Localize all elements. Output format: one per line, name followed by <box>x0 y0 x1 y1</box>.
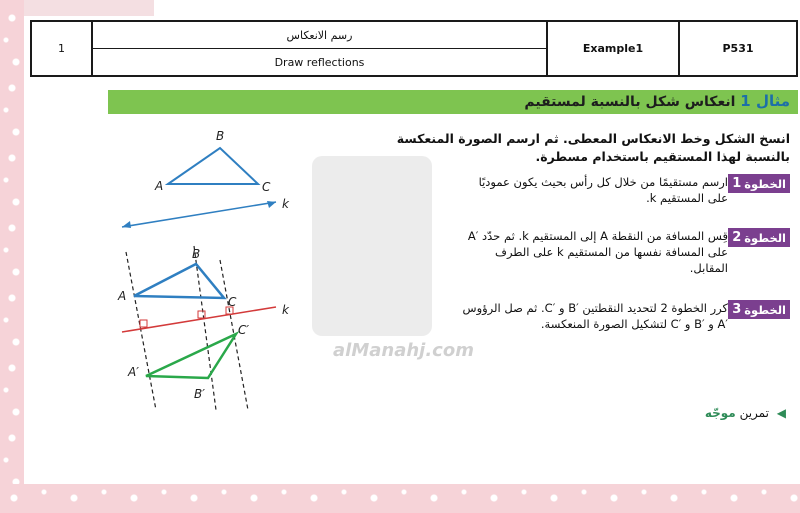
label-c-prime: C′ <box>238 323 250 337</box>
step-3-number: 3 <box>732 302 742 317</box>
step-1-tag <box>728 174 790 193</box>
step-2-tag-label: الخطوة <box>744 230 786 245</box>
step-1-text: ارسم مستقيمًا من خلال كل رأس بحيث يكون عموديًا على المستقيم k. <box>478 175 728 205</box>
decorative-side-strip <box>0 0 24 513</box>
triangle-abc <box>134 264 224 298</box>
step-3 <box>350 300 790 356</box>
decorative-top-strip <box>24 0 154 16</box>
triangle-image <box>146 334 236 378</box>
header-title-english: Draw reflections <box>274 55 365 69</box>
instruction-text: انسخ الشكل وخط الانعكاس المعطى. ثم ارسم الصورة المنعكسة بالنسبة لهذا المستقيم باستخدام مسطرة. <box>396 131 790 164</box>
label-b: B <box>192 247 201 261</box>
watermark-text: alManahj.com <box>333 340 474 361</box>
example-label: مثال 1 <box>740 92 790 110</box>
step-2 <box>350 228 790 284</box>
right-angle-marker-a <box>140 320 147 327</box>
perpendicular-through-b <box>194 246 216 410</box>
line-k-top <box>122 202 276 227</box>
header-page: P531 <box>722 42 754 55</box>
line-k-top-arrow-right-icon <box>267 201 276 208</box>
label-a-top: A <box>155 179 164 193</box>
step-2-text: قِس المسافة من النقطة A إلى المستقيم k. ثم حدّد ′A على المسافة نفسها من المستقيم k على الطرف المقابل. <box>467 229 728 275</box>
header-title-arabic: رسم الانعكاس <box>93 22 546 49</box>
step-2-number: 2 <box>732 230 742 245</box>
guided-label-2: موجّه <box>704 406 736 420</box>
step-1-tag-label: الخطوة <box>744 176 786 191</box>
example-title: انعكاس شكل بالنسبة لمستقيم <box>524 94 736 110</box>
textbook-excerpt <box>108 90 798 426</box>
label-a: A <box>118 289 127 303</box>
guided-practice <box>705 406 786 420</box>
label-c: C <box>228 295 237 309</box>
triangle-abc-top <box>168 148 258 184</box>
example-banner-text <box>524 92 790 110</box>
header-title-cell <box>93 22 548 75</box>
label-b-top: B <box>216 129 225 143</box>
step-1-number: 1 <box>732 176 742 191</box>
header-number: 1 <box>32 22 93 75</box>
reflection-figure <box>108 120 308 420</box>
step-3-text: كرر الخطوة 2 لتحديد النقطتين ′B و ′C. ثم صل الرؤوس ′A و ′B و ′C لتشكيل الصورة المنعكسة. <box>462 301 728 331</box>
label-b-prime: B′ <box>194 387 205 401</box>
label-k-top: k <box>282 197 289 211</box>
label-k: k <box>282 303 289 317</box>
label-c-top: C <box>262 180 271 194</box>
line-k-top-arrow-left-icon <box>122 221 131 228</box>
step-1 <box>350 174 790 214</box>
guided-arrow-icon: ◀ <box>776 406 786 420</box>
decorative-bottom-strip <box>0 484 800 513</box>
label-a-prime: A′ <box>128 365 139 379</box>
header-table <box>30 20 798 77</box>
step-3-tag <box>728 300 790 319</box>
header-example: Example1 <box>548 22 680 75</box>
step-2-tag <box>728 228 790 247</box>
step-3-tag-label: الخطوة <box>744 302 786 317</box>
guided-label-1: تمرين <box>739 406 769 420</box>
